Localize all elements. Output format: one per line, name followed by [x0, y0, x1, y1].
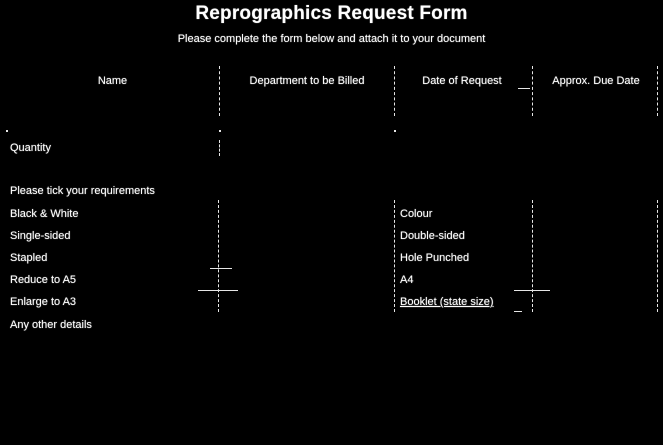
row-marker — [219, 130, 221, 132]
other-details-label: Any other details — [10, 319, 92, 331]
option-reduce-a5: Reduce to A5 — [10, 274, 77, 286]
quantity-field[interactable] — [222, 140, 392, 158]
form-subtitle: Please complete the form below and attach it to your document — [177, 33, 486, 45]
option-colour: Colour — [400, 208, 433, 220]
checkbox-column-divider — [514, 290, 550, 291]
header-divider — [219, 66, 220, 116]
option-black-white: Black & White — [10, 208, 79, 220]
quantity-divider — [219, 140, 220, 156]
row-marker — [394, 130, 396, 132]
option-single-sided: Single-sided — [10, 230, 71, 242]
other-details-field[interactable] — [8, 336, 656, 436]
checkbox-column-divider — [394, 200, 395, 312]
header-department: Department to be Billed — [249, 75, 365, 87]
header-divider — [518, 88, 530, 89]
checkbox-column-divider — [210, 268, 232, 269]
option-booklet: Booklet (state size) — [400, 296, 494, 308]
option-enlarge-a3: Enlarge to A3 — [10, 296, 77, 308]
header-due-date: Approx. Due Date — [552, 75, 640, 87]
quantity-label: Quantity — [10, 142, 51, 154]
header-divider — [657, 66, 658, 116]
name-field[interactable] — [8, 92, 214, 114]
requirements-heading: Please tick your requirements — [10, 185, 155, 197]
row-marker — [6, 130, 8, 132]
header-name: Name — [97, 75, 128, 87]
checkbox-column-divider — [514, 311, 522, 312]
header-divider — [532, 66, 533, 116]
header-date-of-request: Date of Request — [422, 75, 502, 87]
checkbox-column-divider — [532, 200, 533, 312]
department-field[interactable] — [223, 92, 390, 114]
option-hole-punched: Hole Punched — [400, 252, 470, 264]
header-divider — [394, 66, 395, 116]
option-a4: A4 — [400, 274, 414, 286]
due-date-field[interactable] — [538, 92, 653, 114]
checkbox-column-divider — [198, 290, 238, 291]
checkbox-column-divider — [657, 200, 658, 312]
date-of-request-field[interactable] — [398, 92, 526, 114]
form-title: Reprographics Request Form — [195, 3, 468, 24]
option-double-sided: Double-sided — [400, 230, 465, 242]
checkbox-column-divider — [218, 200, 219, 312]
option-stapled: Stapled — [10, 252, 48, 264]
